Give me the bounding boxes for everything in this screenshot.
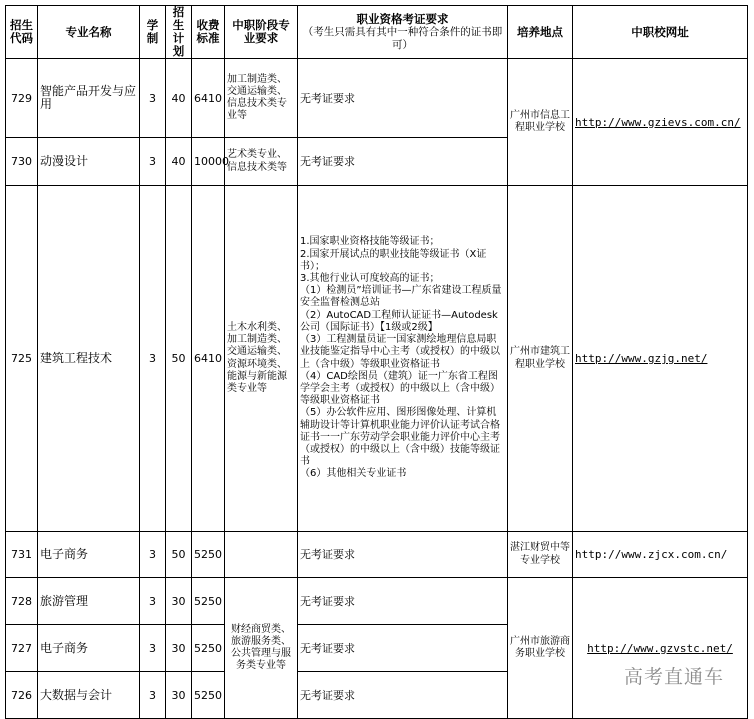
years-cell: 3 — [140, 578, 166, 625]
website-cell — [573, 532, 748, 578]
code-cell: 728 — [6, 578, 38, 625]
cert-cell: 无考证要求 — [298, 59, 508, 138]
stage-req-cell: 财经商贸类、旅游服务类、公共管理与服务类专业等 — [225, 578, 298, 719]
location-cell: 湛江财贸中等专业学校 — [508, 532, 573, 578]
fee-cell: 6410 — [192, 186, 225, 532]
website-link[interactable]: http://www.gzjg.net/ — [575, 352, 708, 365]
plan-cell: 30 — [166, 672, 192, 719]
years-cell: 3 — [140, 186, 166, 532]
cert-line: （6）其他相关专业证书 — [300, 468, 407, 480]
header-plan: 招生计划 — [166, 6, 192, 59]
fee-cell: 5250 — [192, 625, 225, 672]
major-cell: 电子商务 — [38, 532, 140, 578]
location-cell: 广州市信息工程职业学校 — [508, 59, 573, 186]
website-link[interactable]: http://www.gzievs.com.cn/ — [575, 115, 741, 129]
cert-cell: 无考证要求 — [298, 672, 508, 719]
cert-cell: 无考证要求 — [298, 625, 508, 672]
cert-cell: 无考证要求 — [298, 578, 508, 625]
cert-line: （2）AutoCAD工程师认证证书—Autodesk公司（国际证书）【1级或2级】 — [300, 309, 498, 333]
major-cell: 旅游管理 — [38, 578, 140, 625]
website-link[interactable]: http://www.gzvstc.net/ — [587, 641, 733, 655]
plan-cell: 50 — [166, 186, 192, 532]
stage-req-cell: 土木水利类、加工制造类、交通运输类、资源环境类、能源与新能源类专业等 — [225, 186, 298, 532]
plan-cell: 30 — [166, 625, 192, 672]
code-cell: 726 — [6, 672, 38, 719]
cert-cell — [298, 186, 508, 532]
plan-cell: 30 — [166, 578, 192, 625]
cert-line: （4）CAD绘图员（建筑）证一广东省工程图学学会主考（或授权）的中级以上（含中级）等级职业资格证书 — [300, 370, 500, 407]
header-cert — [298, 6, 508, 59]
cert-line: （3）工程测量员证一国家测绘地理信息局职业技能鉴定指导中心主考（或授权）的中级以上（含中级）等级职业资格证书 — [300, 334, 500, 370]
fee-cell: 6410 — [192, 59, 225, 138]
fee-cell: 10000 — [192, 138, 225, 186]
years-cell: 3 — [140, 138, 166, 186]
stage-req-cell — [225, 532, 298, 578]
years-cell: 3 — [140, 672, 166, 719]
code-cell: 729 — [6, 59, 38, 138]
header-major: 专业名称 — [38, 6, 140, 59]
plan-cell: 40 — [166, 59, 192, 138]
website-cell — [573, 186, 748, 532]
header-row — [6, 6, 748, 59]
header-location: 培养地点 — [508, 6, 573, 59]
stage-req-cell: 加工制造类、交通运输类、信息技术类专业等 — [225, 59, 298, 138]
header-fee: 收费标准 — [192, 6, 225, 59]
website-text[interactable]: http://www.zjcx.com.cn/ — [575, 548, 728, 561]
years-cell: 3 — [140, 59, 166, 138]
location-cell: 广州市旅游商务职业学校 — [508, 578, 573, 719]
website-cell — [573, 59, 748, 186]
major-cell: 电子商务 — [38, 625, 140, 672]
major-cell: 动漫设计 — [38, 138, 140, 186]
stage-req-cell: 艺术类专业、信息技术类等 — [225, 138, 298, 186]
fee-cell: 5250 — [192, 578, 225, 625]
code-cell: 727 — [6, 625, 38, 672]
header-code: 招生代码 — [6, 6, 38, 59]
table-row — [6, 578, 748, 625]
cert-line: 2.国家开展试点的职业技能等级证书（X证书）； — [300, 248, 487, 272]
cert-line: （1）检测员”培训证书—广东省建设工程质量安全监督检测总站 — [300, 285, 502, 309]
code-cell: 730 — [6, 138, 38, 186]
plan-cell: 50 — [166, 532, 192, 578]
website-cell — [573, 578, 748, 719]
table-row — [6, 186, 748, 532]
plan-cell: 40 — [166, 138, 192, 186]
header-years: 学制 — [140, 6, 166, 59]
header-cert-subtitle: （考生只需具有其中一种符合条件的证书即可） — [302, 25, 503, 51]
cert-line: 1.国家职业资格技能等级证书； — [300, 236, 440, 248]
cert-line: （5）办公软件应用、图形图像处理、计算机辅助设计等计算机职业能力评价认证考试合格证书一一广东劳动学会职业能力评价中心主考（或授权）的中级以上（含中级）技能等级证书 — [300, 407, 500, 468]
header-website: 中职校网址 — [573, 6, 748, 59]
code-cell: 731 — [6, 532, 38, 578]
years-cell: 3 — [140, 625, 166, 672]
location-cell: 广州市建筑工程职业学校 — [508, 186, 573, 532]
major-cell: 建筑工程技术 — [38, 186, 140, 532]
fee-cell: 5250 — [192, 672, 225, 719]
table-row — [6, 59, 748, 138]
code-cell: 725 — [6, 186, 38, 532]
table-row — [6, 532, 748, 578]
fee-cell: 5250 — [192, 532, 225, 578]
watermark: 高考直通车 — [623, 666, 724, 688]
header-cert-title: 职业资格考证要求 — [356, 11, 449, 26]
cert-cell: 无考证要求 — [298, 138, 508, 186]
header-stage-req: 中职阶段专业要求 — [225, 6, 298, 59]
cert-line: 3.其他行业认可度较高的证书； — [300, 273, 440, 285]
years-cell: 3 — [140, 532, 166, 578]
major-cell: 智能产品开发与应用 — [38, 59, 140, 138]
enrollment-table — [5, 5, 748, 719]
cert-cell: 无考证要求 — [298, 532, 508, 578]
major-cell: 大数据与会计 — [38, 672, 140, 719]
